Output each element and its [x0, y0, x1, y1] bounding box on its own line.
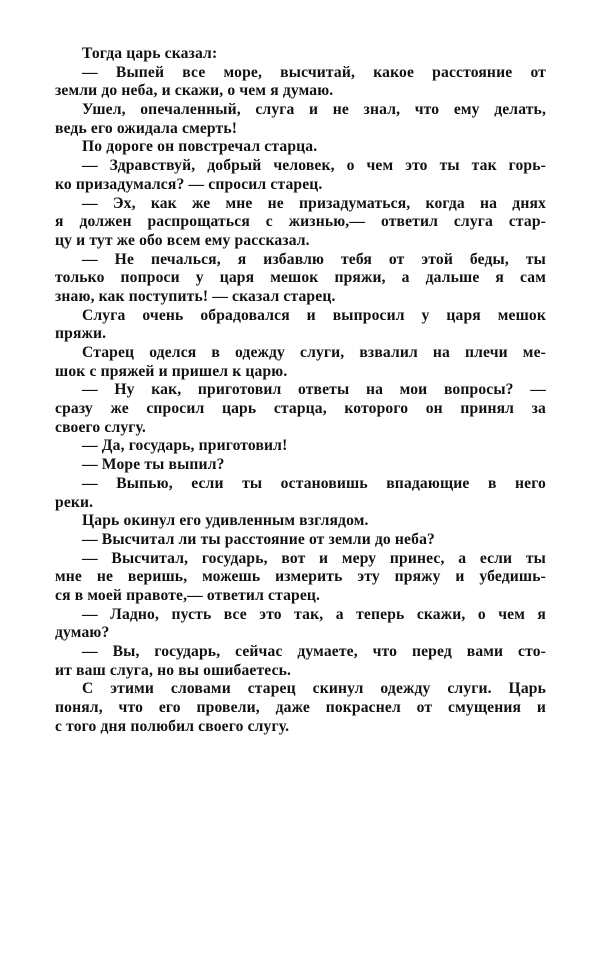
text-line: Слуга очень обрадовался и выпросил у царя мешок: [82, 306, 546, 324]
text-line: Царь окинул его удивленным взглядом.: [82, 512, 369, 530]
book-page-text: [55, 45, 546, 736]
text-line: — Ну как, приготовил ответы на мои вопросы? —: [82, 381, 546, 399]
text-line: понял, что его провели, даже покраснел от смущения и: [55, 699, 546, 717]
text-line: ведь его ожидала смерть!: [55, 119, 238, 137]
text-line: — Высчитал, государь, вот и меру принес, а если ты: [82, 549, 546, 567]
text-line: — Вы, государь, сейчас думаете, что перед вами сто-: [82, 643, 546, 660]
text-line: — Море ты выпил?: [82, 456, 225, 474]
text-line: думаю?: [55, 624, 110, 642]
text-line: — Ладно, пусть все это так, а теперь скажи, о чем я: [82, 605, 546, 623]
text-line: реки.: [55, 493, 94, 511]
text-line: ся в моей правоте,— ответил старец.: [55, 586, 321, 604]
text-line: — Выпей все море, высчитай, какое расстояние от: [82, 63, 546, 81]
text-line: ко призадумался? — спросил старец.: [55, 175, 323, 193]
text-line: — Высчитал ли ты расстояние от земли до неба?: [82, 530, 435, 548]
text-line: я должен распрощаться с жизнью,— ответил слуга стар-: [55, 213, 546, 231]
text-line: Старец оделся в одежду слуги, взвалил на плечи ме-: [82, 344, 546, 361]
text-line: ит ваш слуга, но вы ошибаетесь.: [55, 661, 292, 679]
text-line: Ушел, опечаленный, слуга и не знал, что ему делать,: [82, 101, 546, 119]
text-line: цу и тут же обо всем ему рассказал.: [55, 231, 310, 249]
text-line: — Эх, как же мне не призадуматься, когда на днях: [82, 194, 546, 212]
text-line: — Не печалься, я избавлю тебя от этой беды, ты: [82, 250, 546, 268]
text-line: знаю, как поступить! — сказал старец.: [55, 287, 336, 305]
text-line: Тогда царь сказал:: [82, 45, 218, 62]
text-line: По дороге он повстречал старца.: [82, 138, 318, 156]
text-line: земли до неба, и скажи, о чем я думаю.: [55, 82, 334, 100]
text-line: шок с пряжей и пришел к царю.: [55, 362, 288, 380]
text-line: — Здравствуй, добрый человек, о чем это ты так горь-: [82, 157, 546, 175]
text-line: — Выпью, если ты остановишь впадающие в него: [82, 474, 546, 492]
text-line: мне не веришь, можешь измерить эту пряжу и убедишь-: [55, 568, 546, 586]
text-line: С этими словами старец скинул одежду слуги. Царь: [82, 680, 546, 698]
text-line: с того дня полюбил своего слугу.: [55, 717, 290, 735]
text-line: только попроси у царя мешок пряжи, а дальше я сам: [55, 269, 546, 287]
text-line: своего слугу.: [55, 418, 146, 436]
text-line: сразу же спросил царь старца, которого он принял за: [55, 400, 546, 418]
text-line: — Да, государь, приготовил!: [82, 437, 288, 455]
text-line: пряжи.: [55, 325, 107, 343]
